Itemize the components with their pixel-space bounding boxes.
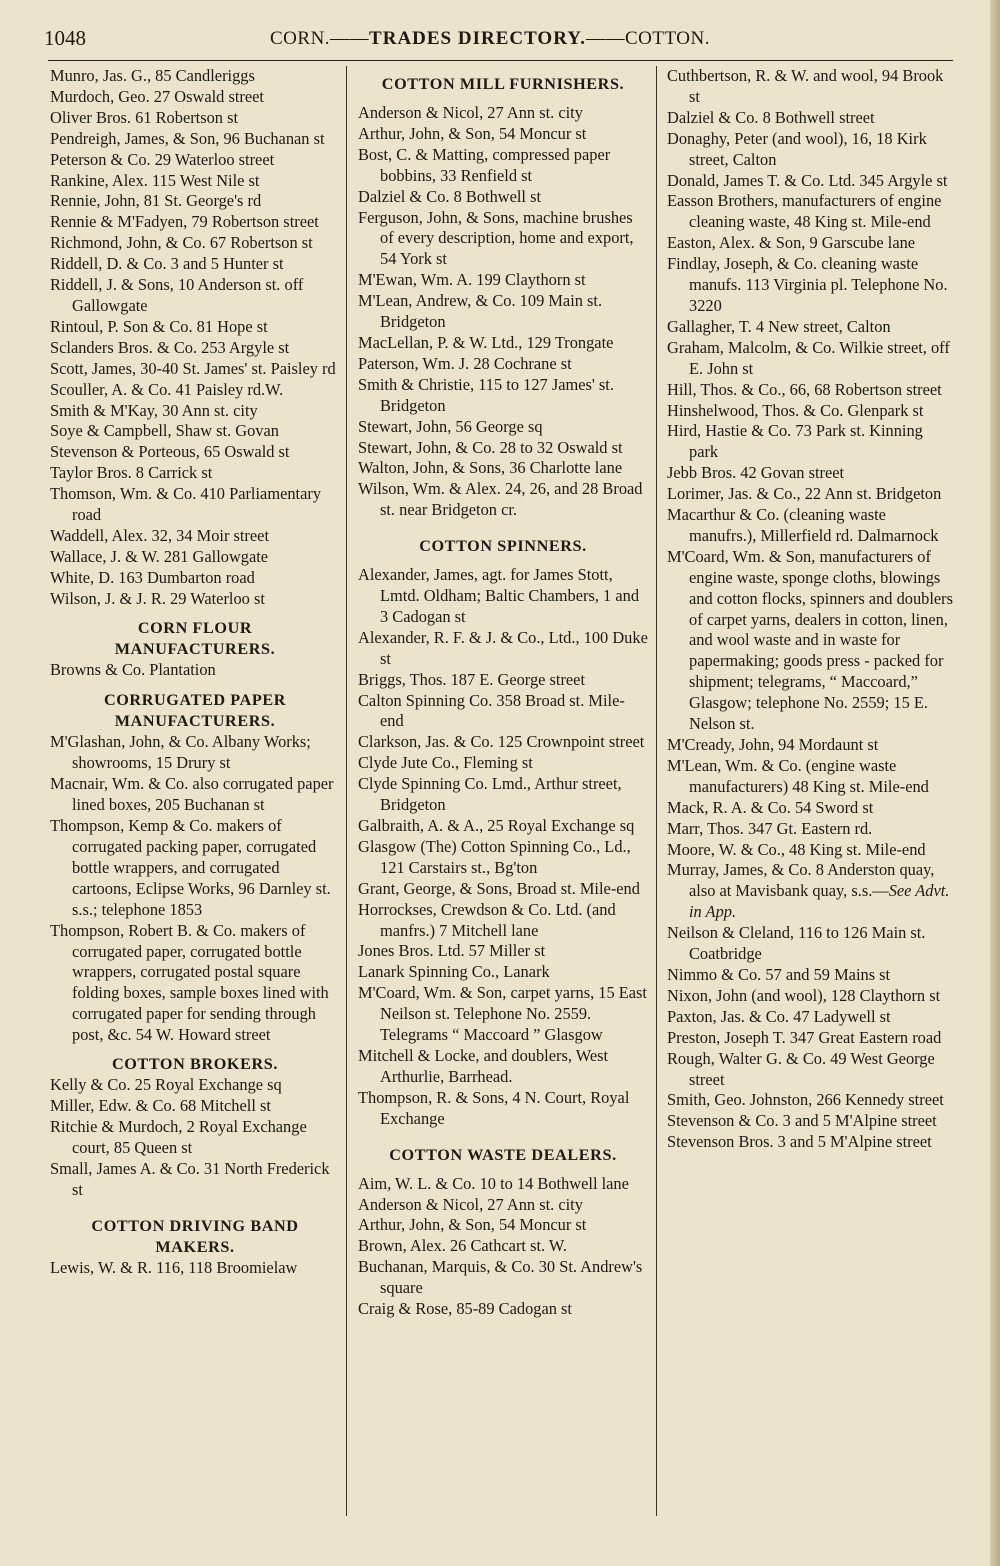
directory-entry: Wilson, J. & J. R. 29 Waterloo st — [50, 588, 265, 608]
page-number: 1048 — [44, 26, 86, 50]
directory-entry: Preston, Joseph T. 347 Great Eastern road — [667, 1027, 942, 1047]
directory-entry: Hill, Thos. & Co., 66, 68 Robertson street — [667, 379, 942, 399]
directory-entry: Glasgow (The) Cotton Spinning Co., Ld., 121 Carstairs st., Bg'ton — [358, 836, 631, 877]
directory-entry: Stewart, John, & Co. 28 to 32 Oswald st — [358, 437, 623, 457]
directory-entry: Thompson, Robert B. & Co. makers of corrugated paper, corrugated bottle wrappers, corrugated postal square folding boxes, sample boxes lined with corrugated paper for sending through post, &c. 54 W. Howard street — [50, 920, 329, 1045]
directory-entry: Walton, John, & Sons, 36 Charlotte lane — [358, 458, 623, 478]
directory-entry: Moore, W. & Co., 48 King st. Mile-end — [667, 839, 926, 859]
directory-entry: Thompson, Kemp & Co. makers of corrugated packing paper, corrugated bottle wrappers, and corrugated cartoons, Eclipse Works, 96 Darnley st. s.s.; telephone 1853 — [50, 816, 331, 919]
directory-entry: M'Lean, Andrew, & Co. 109 Main st. Bridgeton — [358, 291, 603, 332]
directory-entry: M'Coard, Wm. & Son, manufacturers of engine waste, sponge cloths, blowings and cotton flocks, spinners and doublers of carpet yarns, dealers in cotton, linen, and wool waste and in waste for papermaking; goods press - packed for shipment; telegrams, “ Maccoard,” Glasgow; telephone No. 2559; 15 E. Nelson st. — [667, 546, 954, 734]
heading-line: COTTON DRIVING BAND — [91, 1216, 299, 1235]
heading-line: COTTON SPINNERS. — [419, 537, 587, 556]
column-2 — [358, 66, 648, 1320]
directory-entry: Mack, R. A. & Co. 54 Sword st — [667, 797, 874, 817]
section-heading-cotton-mill-furnishers — [358, 74, 648, 95]
entry-text: Murray, James, & Co. 8 Anderston quay, also at Mavisbank quay, s.s.— — [667, 860, 935, 901]
directory-entry: Galbraith, A. & A., 25 Royal Exchange sq — [358, 816, 635, 835]
directory-entry: Aim, W. L. & Co. 10 to 14 Bothwell lane — [358, 1173, 629, 1193]
directory-entry: Thompson, R. & Sons, 4 N. Court, Royal Exchange — [358, 1087, 630, 1128]
entry-list — [667, 66, 955, 860]
directory-entry: Jebb Bros. 42 Govan street — [667, 463, 845, 483]
heading-line: MAKERS. — [155, 1237, 235, 1256]
directory-entry: Cuthbertson, R. & W. and wool, 94 Brook st — [667, 66, 944, 106]
header-dash: —— — [586, 28, 625, 49]
directory-entry: Alexander, James, agt. for James Stott, Lmtd. Oldham; Baltic Chambers, 1 and 3 Cadogan st — [358, 565, 640, 626]
directory-entry: Rintoul, P. Son & Co. 81 Hope st — [50, 316, 268, 336]
directory-entry: M'Cready, John, 94 Mordaunt st — [667, 735, 879, 754]
directory-entry: Nixon, John (and wool), 128 Claythorn st — [667, 985, 941, 1005]
entry-list — [50, 66, 340, 610]
directory-entry: Stevenson & Co. 3 and 5 M'Alpine street — [667, 1111, 937, 1131]
directory-entry: Lanark Spinning Co., Lanark — [358, 962, 550, 982]
directory-entry: Oliver Bros. 61 Robertson st — [50, 107, 239, 127]
entry-list — [50, 732, 340, 1046]
directory-entry: Dalziel & Co. 8 Bothwell st — [358, 186, 542, 206]
entry-list — [50, 660, 340, 681]
directory-entry: Ritchie & Murdoch, 2 Royal Exchange court, 85 Queen st — [50, 1116, 307, 1157]
section-heading-cotton-spinners — [358, 536, 648, 557]
directory-entry: Alexander, R. F. & J. & Co., Ltd., 100 Duke st — [358, 627, 648, 668]
directory-entry: Richmond, John, & Co. 67 Robertson st — [50, 233, 313, 253]
header-dash: —— — [330, 28, 370, 49]
directory-entry: Findlay, Joseph, & Co. cleaning waste manufs. 113 Virginia pl. Telephone No. 3220 — [667, 254, 948, 315]
directory-entry: Stewart, John, 56 George sq — [358, 416, 543, 436]
directory-entry: Kelly & Co. 25 Royal Exchange sq — [50, 1075, 282, 1095]
directory-entry: Macnair, Wm. & Co. also corrugated paper lined boxes, 205 Buchanan st — [50, 774, 334, 815]
directory-entry: Murdoch, Geo. 27 Oswald street — [50, 86, 264, 106]
directory-entry: Anderson & Nicol, 27 Ann st. city — [358, 1194, 583, 1214]
page-edge — [990, 0, 1000, 1566]
header-left-word: CORN. — [270, 28, 331, 49]
entry-list — [50, 1075, 340, 1200]
directory-entry: Wallace, J. & W. 281 Gallowgate — [50, 546, 269, 566]
directory-entry: Smith & M'Kay, 30 Ann st. city — [50, 400, 258, 420]
directory-entry: Calton Spinning Co. 358 Broad st. Mile-end — [358, 690, 625, 731]
directory-entry: Buchanan, Marquis, & Co. 30 St. Andrew's square — [358, 1257, 643, 1298]
directory-entry: Taylor Bros. 8 Carrick st — [50, 463, 213, 483]
heading-line: COTTON MILL FURNISHERS. — [381, 75, 625, 93]
column-3 — [667, 66, 955, 1153]
directory-entry: Soye & Campbell, Shaw st. Govan — [50, 421, 279, 441]
directory-entry: Ferguson, John, & Sons, machine brushes of every description, home and export, 54 York st — [358, 207, 634, 269]
directory-entry: Scouller, A. & Co. 41 Paisley rd.W. — [50, 379, 284, 399]
directory-entry: Mitchell & Locke, and doublers, West Arthurlie, Barrhead. — [358, 1045, 609, 1086]
section-heading-cotton-driving-band — [50, 1216, 340, 1258]
directory-entry: Pendreigh, James, & Son, 96 Buchanan st — [50, 128, 325, 148]
directory-entry: Smith & Christie, 115 to 127 James' st. Bridgeton — [358, 374, 614, 415]
column-divider — [346, 66, 347, 1516]
header-center-word: TRADES DIRECTORY. — [369, 28, 586, 49]
directory-entry — [667, 860, 955, 923]
directory-entry: Paterson, Wm. J. 28 Cochrane st — [358, 353, 572, 373]
directory-entry: Hird, Hastie & Co. 73 Park st. Kinning park — [667, 421, 923, 462]
directory-entry: Rough, Walter G. & Co. 49 West George street — [667, 1048, 935, 1089]
directory-entry: M'Ewan, Wm. A. 199 Claythorn st — [358, 270, 586, 290]
directory-entry: White, D. 163 Dumbarton road — [50, 567, 255, 587]
directory-entry: Rennie & M'Fadyen, 79 Robertson street — [50, 212, 319, 232]
directory-entry: Clyde Spinning Co. Lmd., Arthur street, Bridgeton — [358, 774, 622, 815]
directory-entry: Gallagher, T. 4 New street, Calton — [667, 316, 891, 336]
directory-entry: M'Coard, Wm. & Son, carpet yarns, 15 East Neilson st. Telephone No. 2559. Telegrams “ Maccoard ” Glasgow — [358, 983, 647, 1045]
section-heading-cotton-brokers — [50, 1054, 340, 1075]
directory-entry: Riddell, D. & Co. 3 and 5 Hunter st — [50, 254, 284, 274]
column-1 — [50, 66, 340, 1278]
directory-entry: Lewis, W. & R. 116, 118 Broomielaw — [50, 1257, 298, 1277]
heading-line: MANUFACTURERS. — [114, 639, 276, 658]
directory-entry: Macarthur & Co. (cleaning waste manufrs.), Millerfield rd. Dalmarnock — [667, 505, 939, 545]
directory-entry: Neilson & Cleland, 116 to 126 Main st. Coatbridge — [667, 923, 926, 964]
directory-entry: Arthur, John, & Son, 54 Moncur st — [358, 123, 587, 143]
directory-entry: Thomson, Wm. & Co. 410 Parliamentary road — [50, 484, 322, 525]
directory-entry: Hinshelwood, Thos. & Co. Glenpark st — [667, 400, 924, 420]
directory-entry: Small, James A. & Co. 31 North Frederick st — [50, 1158, 330, 1199]
directory-entry: Scott, James, 30-40 St. James' st. Paisley rd — [50, 358, 336, 378]
directory-entry: Easton, Alex. & Son, 9 Garscube lane — [667, 233, 916, 253]
heading-line: COTTON BROKERS. — [111, 1055, 279, 1074]
column-divider — [656, 66, 657, 1516]
section-heading-cotton-waste-dealers — [358, 1145, 648, 1166]
heading-line: CORN FLOUR — [137, 618, 253, 637]
directory-entry: Craig & Rose, 85-89 Cadogan st — [358, 1299, 572, 1319]
directory-entry: Miller, Edw. & Co. 68 Mitchell st — [50, 1095, 271, 1115]
directory-entry: Dalziel & Co. 8 Bothwell street — [667, 107, 875, 127]
directory-entry: Marr, Thos. 347 Gt. Eastern rd. — [667, 818, 873, 838]
header-right-word: COTTON. — [625, 28, 710, 49]
directory-entry: Munro, Jas. G., 85 Candleriggs — [50, 66, 255, 85]
directory-entry: Grant, George, & Sons, Broad st. Mile-end — [358, 878, 640, 898]
directory-entry: Easson Brothers, manufacturers of engine cleaning waste, 48 King st. Mile-end — [667, 191, 942, 232]
header-rule — [48, 60, 953, 61]
directory-entry: Sclanders Bros. & Co. 253 Argyle st — [50, 337, 290, 357]
directory-entry: Brown, Alex. 26 Cathcart st. W. — [358, 1236, 567, 1256]
entry-list — [358, 1174, 648, 1320]
directory-entry: Stevenson Bros. 3 and 5 M'Alpine street — [667, 1132, 932, 1152]
directory-entry: Riddell, J. & Sons, 10 Anderson st. off Gallowgate — [50, 275, 304, 315]
directory-entry: Bost, C. & Matting, compressed paper bobbins, 33 Renfield st — [358, 144, 611, 185]
directory-entry: M'Lean, Wm. & Co. (engine waste manufacturers) 48 King st. Mile-end — [667, 755, 929, 796]
running-header — [40, 26, 960, 56]
directory-entry: Smith, Geo. Johnston, 266 Kennedy street — [667, 1090, 944, 1110]
directory-entry: Lorimer, Jas. & Co., 22 Ann st. Bridgeton — [667, 484, 942, 504]
heading-line: MANUFACTURERS. — [114, 712, 276, 731]
directory-entry: Waddell, Alex. 32, 34 Moir street — [50, 525, 269, 545]
directory-entry: M'Glashan, John, & Co. Albany Works; showrooms, 15 Drury st — [50, 732, 311, 773]
directory-entry: Donaghy, Peter (and wool), 16, 18 Kirk street, Calton — [667, 128, 927, 169]
directory-entry: Rennie, John, 81 St. George's rd — [50, 191, 262, 211]
entry-list — [50, 1258, 340, 1279]
directory-entry: Briggs, Thos. 187 E. George street — [358, 669, 586, 689]
directory-entry: Jones Bros. Ltd. 57 Miller st — [358, 941, 546, 961]
directory-entry: Paxton, Jas. & Co. 47 Ladywell st — [667, 1006, 891, 1026]
directory-entry: Peterson & Co. 29 Waterloo street — [50, 149, 275, 169]
directory-entry: Clarkson, Jas. & Co. 125 Crownpoint street — [358, 732, 645, 752]
directory-entry: MacLellan, P. & W. Ltd., 129 Trongate — [358, 332, 614, 352]
section-heading-corrugated-paper — [50, 690, 340, 732]
entry-list — [358, 103, 648, 521]
directory-entry: Arthur, John, & Son, 54 Moncur st — [358, 1215, 587, 1235]
heading-line: CORRUGATED PAPER — [103, 691, 287, 710]
entry-list — [358, 565, 648, 1129]
directory-entry: Graham, Malcolm, & Co. Wilkie street, off E. John st — [667, 337, 950, 378]
directory-entry: Wilson, Wm. & Alex. 24, 26, and 28 Broad st. near Bridgeton cr. — [358, 479, 643, 520]
directory-entry: Rankine, Alex. 115 West Nile st — [50, 170, 260, 190]
directory-entry: Clyde Jute Co., Fleming st — [358, 753, 533, 773]
directory-entry: Stevenson & Porteous, 65 Oswald st — [50, 442, 290, 462]
entry-list — [667, 923, 955, 1153]
heading-line: COTTON WASTE DEALERS. — [389, 1145, 617, 1164]
section-heading-corn-flour — [50, 618, 340, 660]
header-title — [270, 28, 710, 50]
directory-entry: Anderson & Nicol, 27 Ann st. city — [358, 103, 583, 122]
directory-entry: Donald, James T. & Co. Ltd. 345 Argyle st — [667, 170, 948, 190]
directory-entry: Browns & Co. Plantation — [50, 659, 216, 679]
advert-reference: See Advt. in App. — [689, 881, 950, 922]
directory-entry: Horrockses, Crewdson & Co. Ltd. (and manfrs.) 7 Mitchell lane — [358, 899, 616, 940]
directory-entry: Nimmo & Co. 57 and 59 Mains st — [667, 964, 891, 984]
